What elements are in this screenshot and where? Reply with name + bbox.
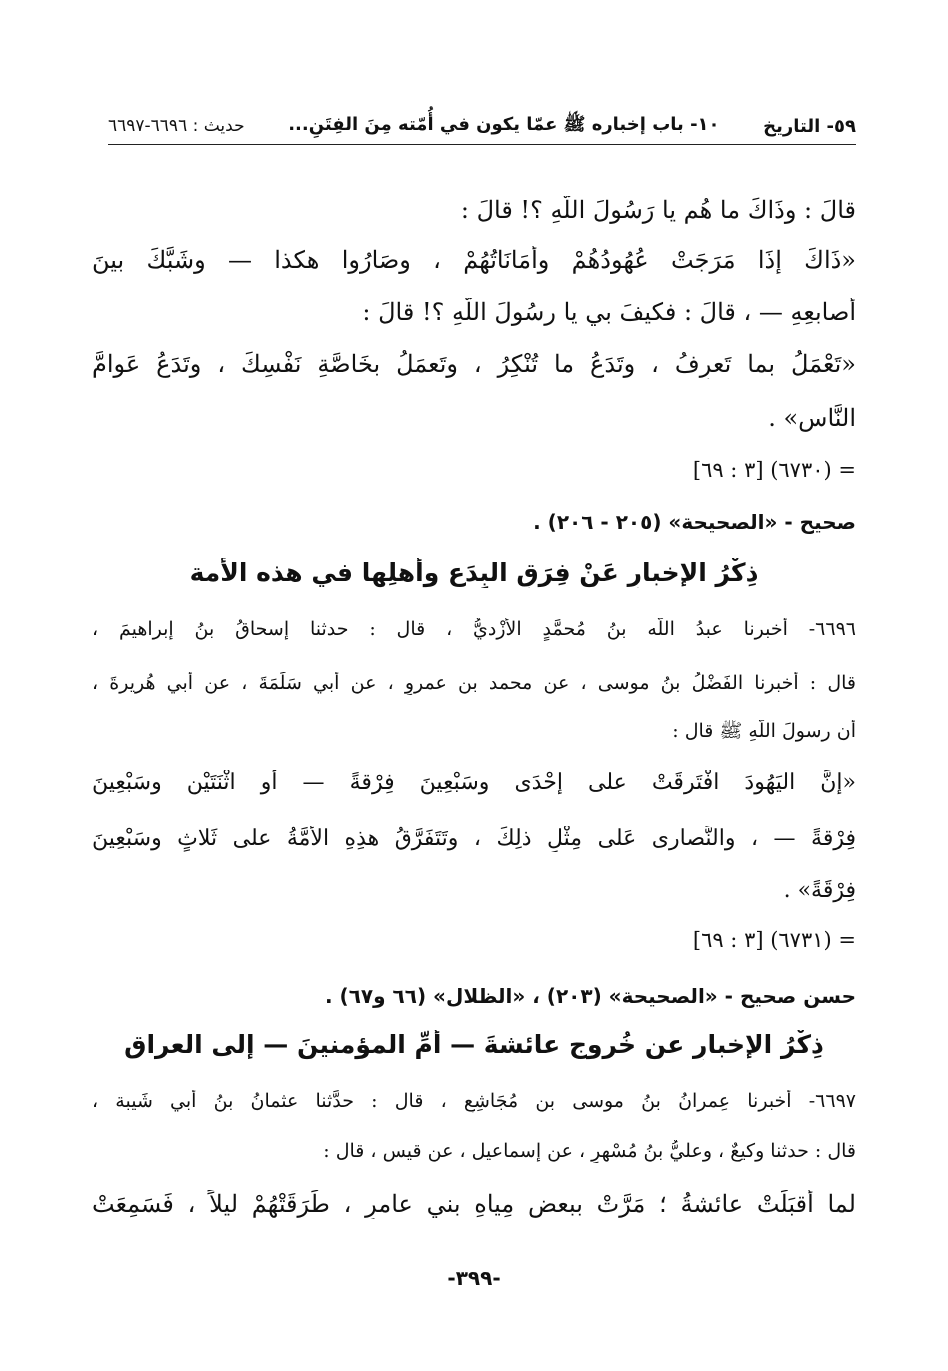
grading-line: حسن صحيح - «الصحيحة» (٢٠٣) ، «الظلال» (٦٦ و٦٧) . <box>325 984 856 1008</box>
chapter-title: ٥٩- التاريخ <box>763 115 856 137</box>
hadith-text-line: فِرْقَةً» . <box>783 878 856 903</box>
section-heading: ذِكْرُ الإخبارِ عَنْ فِرَقِ البِدَعِ وأَهلِها في هذه الأمة <box>189 558 759 587</box>
hadith-range: حديث : ٦٦٩٦-٦٦٩٧ <box>108 116 245 136</box>
text-line: «تَعْمَلُ بما تَعرِفُ ، وتَدَعُ ما تُنْكِرُ ، وتَعمَلُ بخَاصَّةِ نَفْسِكَ ، وتَدَعُ عَوامَّ <box>92 350 856 378</box>
section-heading: ذِكْرُ الإخبارِ عن خُروجِ عائشةَ — أمِّ المؤمنينَ — إلى العراق <box>124 1030 824 1059</box>
text-line: قالَ : وذَاكَ ما هُم يا رَسُولَ اللّهِ ؟! قالَ : <box>460 196 856 224</box>
reference-line: = (٦٧٣٠) [٣ : ٦٩] <box>692 458 856 482</box>
isnad-line: ٦٦٩٧- أخبرنا عِمرانُ بنُ موسى بن مُجَاشِعٍ ، قال : حدَّثنا عثمانُ بنُ أبي شَيبة ، <box>92 1090 856 1112</box>
text-line: أَصابعِهِ — ، قالَ : فكيفَ بي يا رسُولَ اللّهِ ؟! قالَ : <box>362 298 856 326</box>
isnad-line: ٦٦٩٦- أخبرنا عبدُ اللّه بنُ مُحمَّدٍ الأَزْديُّ ، قال : حدثنا إسحاقُ بنُ إبراهيمَ ، <box>92 618 856 640</box>
isnad-line: قال : حدثنا وكيعٌ ، وعليُّ بنُ مُسْهِرٍ ، عن إسماعيل ، عن قيس ، قال : <box>323 1140 856 1162</box>
section-title: ١٠- باب إخباره ﷺ عمّا يكون في أُمّته مِنَ الفِتَنِ... <box>288 114 720 135</box>
text-line: «ذَاكَ إذَا مَرَجَتْ عُهُودُهُمْ وأَمَانَاتُهُمْ ، وصَارُوا هكذا — وشَبَّكَ بينَ <box>92 246 856 274</box>
page-number: -٣٩٩- <box>447 1266 501 1290</box>
grading-line: صحيح - «الصحيحة» (٢٠٥ - ٢٠٦) . <box>533 510 856 534</box>
hadith-text-line: فِرْقةً — ، والنَّصارى عَلى مِثْلِ ذلِكَ ، وتَتَفَرَّقُ هذِهِ الأُمَّةُ على ثَلاثٍ وسَبْعِينَ <box>92 826 856 851</box>
hadith-text-line: «إنَّ اليَهُودَ افْتَرقَتْ على إحْدَى وسَبْعِينَ فِرْقةً — أو اثْنَتَيْنِ وسَبْعِينَ <box>92 770 856 795</box>
isnad-line: أن رسولَ اللّهِ ﷺ قال : <box>672 720 856 742</box>
hadith-text-line: لما أَقبَلَتْ عائشةُ ؛ مَرَّتْ ببعضِ مِياهِ بني عامرٍ ، طَرَقَتْهُمْ ليلاً ، فَسَمِعَتْ <box>92 1190 856 1218</box>
text-line: النَّاسِ» . <box>768 404 856 432</box>
isnad-line: قال : أخبرنا الفَضْلُ بنُ موسى ، عن محمد بن عمروٍ ، عن أبي سَلَمَةَ ، عن أبي هُريرةَ ، <box>92 672 856 694</box>
running-header <box>108 108 856 145</box>
reference-line: = (٦٧٣١) [٣ : ٦٩] <box>692 928 856 952</box>
